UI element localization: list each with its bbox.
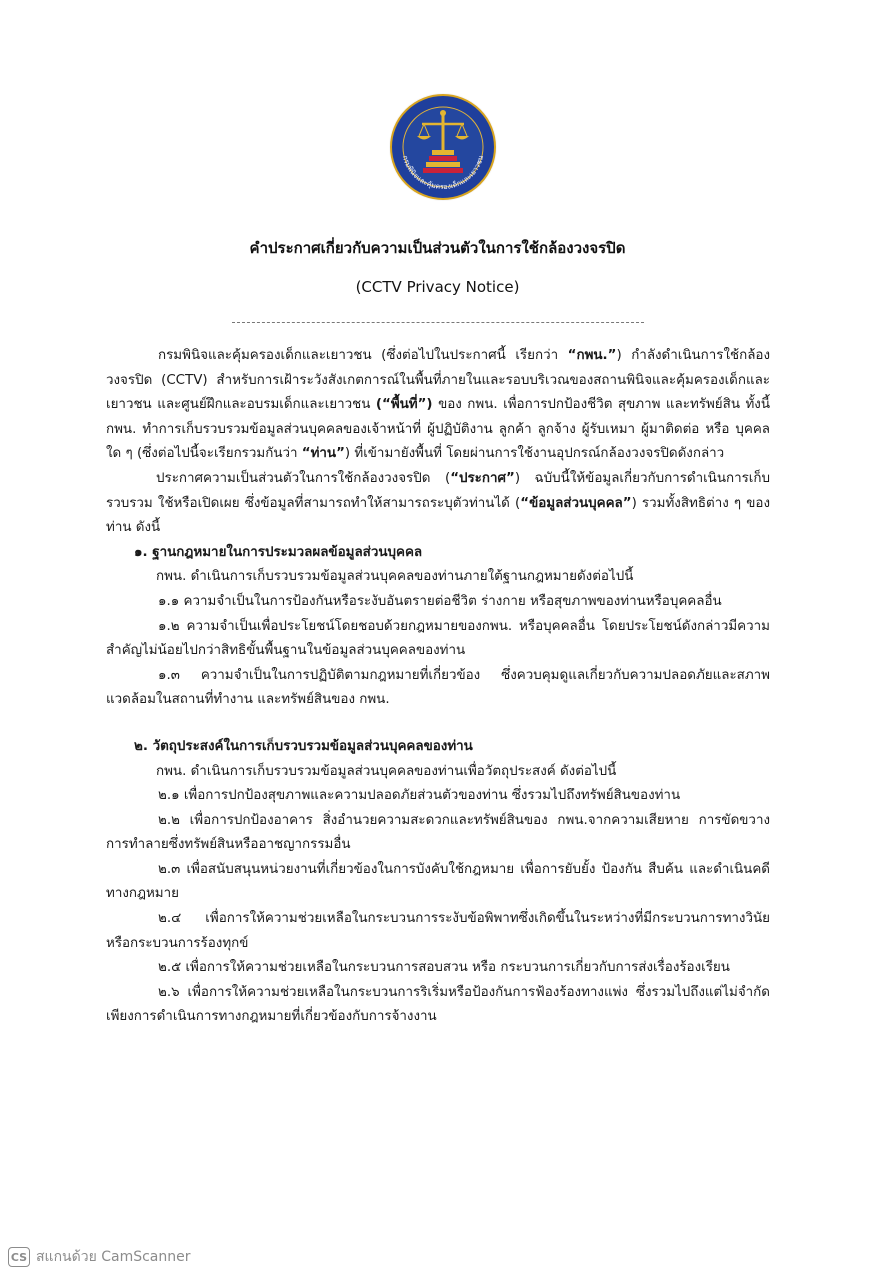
scanner-watermark: [8, 1246, 191, 1268]
section-lead: กพน. ดำเนินการเก็บรวบรวมข้อมูลส่วนบุคคลของท่านภายใต้ฐานกฎหมายดังต่อไปนี้: [156, 569, 634, 585]
list-item: ๑.๑ ความจำเป็นในการป้องกันหรือระงับอันตรายต่อชีวิต ร่างกาย หรือสุขภาพของท่านหรือบุคคลอื่น: [158, 593, 722, 609]
page-title: คำประกาศเกี่ยวกับความเป็นส่วนตัวในการใช้กล้องวงจรปิด: [249, 239, 626, 257]
page-subtitle: (CCTV Privacy Notice): [355, 278, 520, 296]
section-heading: ๒. วัตถุประสงค์ในการเก็บรวบรวมข้อมูลส่วนบุคคลของท่าน: [134, 738, 473, 754]
camscanner-icon: CS: [8, 1247, 30, 1267]
section-lead: กพน. ดำเนินการเก็บรวบรวมข้อมูลส่วนบุคคลของท่านเพื่อวัตถุประสงค์ ดังต่อไปนี้: [156, 763, 617, 779]
list-item: ๑.๓ ความจำเป็นในการปฏิบัติตามกฎหมายที่เกี่ยวข้อง ซึ่งควบคุมดูแลเกี่ยวกับความปลอดภัยและสภาพแวดล้อมในสถานที่ทำงาน และทรัพย์สินของ กพน.: [106, 667, 770, 708]
department-emblem-icon: [388, 92, 498, 202]
watermark-text: สแกนด้วย CamScanner: [36, 1249, 191, 1265]
list-item: ๒.๔ เพื่อการให้ความช่วยเหลือในกระบวนการระงับข้อพิพาทซึ่งเกิดขึ้นในระหว่างที่มีกระบวนการทางวินัยหรือกระบวนการร้องทุกข์: [106, 911, 770, 951]
list-item: ๒.๖ เพื่อการให้ความช่วยเหลือในกระบวนการริเริ่มหรือป้องกันการฟ้องร้องทางแพ่ง ซึ่งรวมไปถึงแต่ไม่จำกัดเพียงการดำเนินการทางกฎหมายที่เกี่ยวข้องกับการจ้างงาน: [106, 984, 770, 1025]
list-item: ๒.๑ เพื่อการปกป้องสุขภาพและความปลอดภัยส่วนตัวของท่าน ซึ่งรวมไปถึงทรัพย์สินของท่าน: [158, 788, 681, 804]
section-heading: ๑. ฐานกฎหมายในการประมวลผลข้อมูลส่วนบุคคล: [134, 544, 423, 560]
list-item: ๒.๓ เพื่อสนับสนุนหน่วยงานที่เกี่ยวข้องในการบังคับใช้กฎหมาย เพื่อการยับยั้ง ป้องกัน สืบค้น และดำเนินคดีทางกฎหมาย: [106, 861, 770, 902]
list-item: ๒.๒ เพื่อการปกป้องอาคาร สิ่งอำนวยความสะดวกและทรัพย์สินของ กพน.จากความเสียหาย การขัดขวาง การทำลายซึ่งทรัพย์สินหรืออาชญากรรมอื่น: [106, 812, 770, 853]
list-item: ๑.๒ ความจำเป็นเพื่อประโยชน์โดยชอบด้วยกฎหมายของกพน. หรือบุคคลอื่น โดยประโยชน์ดังกล่าวมีความสำคัญไม่น้อยไปกว่าสิทธิขั้นพื้นฐานในข้อมูลส่วนบุคคลของท่าน: [106, 618, 770, 659]
notice-paragraph: ประกาศความเป็นส่วนตัวในการใช้กล้องวงจรปิด (“ประกาศ”) ฉบับนี้ให้ข้อมูลเกี่ยวกับการดำเนินการเก็บรวบรวม ใช้หรือเปิดเผย ซึ่งข้อมูลที่สามารถทำให้สามารถระบุตัวท่านได้ (“ข้อมูลส่วนบุคคล”) รวมทั้งสิทธิต่าง ๆ ของท่าน ดังนี้: [106, 470, 770, 536]
svg-text:กรมพินิจและคุ้มครองเด็กและเยาว: กรมพินิจและคุ้มครองเด็กและเยาวชน: [400, 154, 486, 192]
intro-paragraph: กรมพินิจและคุ้มครองเด็กและเยาวชน (ซึ่งต่อไปในประกาศนี้ เรียกว่า “กพน.”) กำลังดำเนินการใช้กล้องวงจรปิด (CCTV) สำหรับการเฝ้าระวังสังเกตการณ์ในพื้นที่ภายในและรอบบริเวณของสถานพินิจและคุ้มครองเด็กและเยาวชน และศูนย์ฝึกและอบรมเด็กและเยาวชน (“พื้นที่”) ของ กพน. เพื่อการปกป้องชีวิต สุขภาพ และทรัพย์สิน ทั้งนี้ กพน. ทำการเก็บรวบรวมข้อมูลส่วนบุคคลของเจ้าหน้าที่ ผู้ปฏิบัติงาน ลูกค้า ลูกจ้าง ผู้รับเหมา ผู้มาติดต่อ หรือ บุคคลใด ๆ (ซึ่งต่อไปนี้จะเรียกรวมกันว่า “ท่าน”) ที่เข้ามายังพื้นที่ โดยผ่านการใช้งานอุปกรณ์กล้องวงจรปิดดังกล่าว: [106, 348, 771, 462]
divider: [232, 322, 644, 323]
document-body: [106, 344, 770, 1030]
list-item: ๒.๕ เพื่อการให้ความช่วยเหลือในกระบวนการสอบสวน หรือ กระบวนการเกี่ยวกับการส่งเรื่องร้องเรียน: [158, 960, 730, 976]
